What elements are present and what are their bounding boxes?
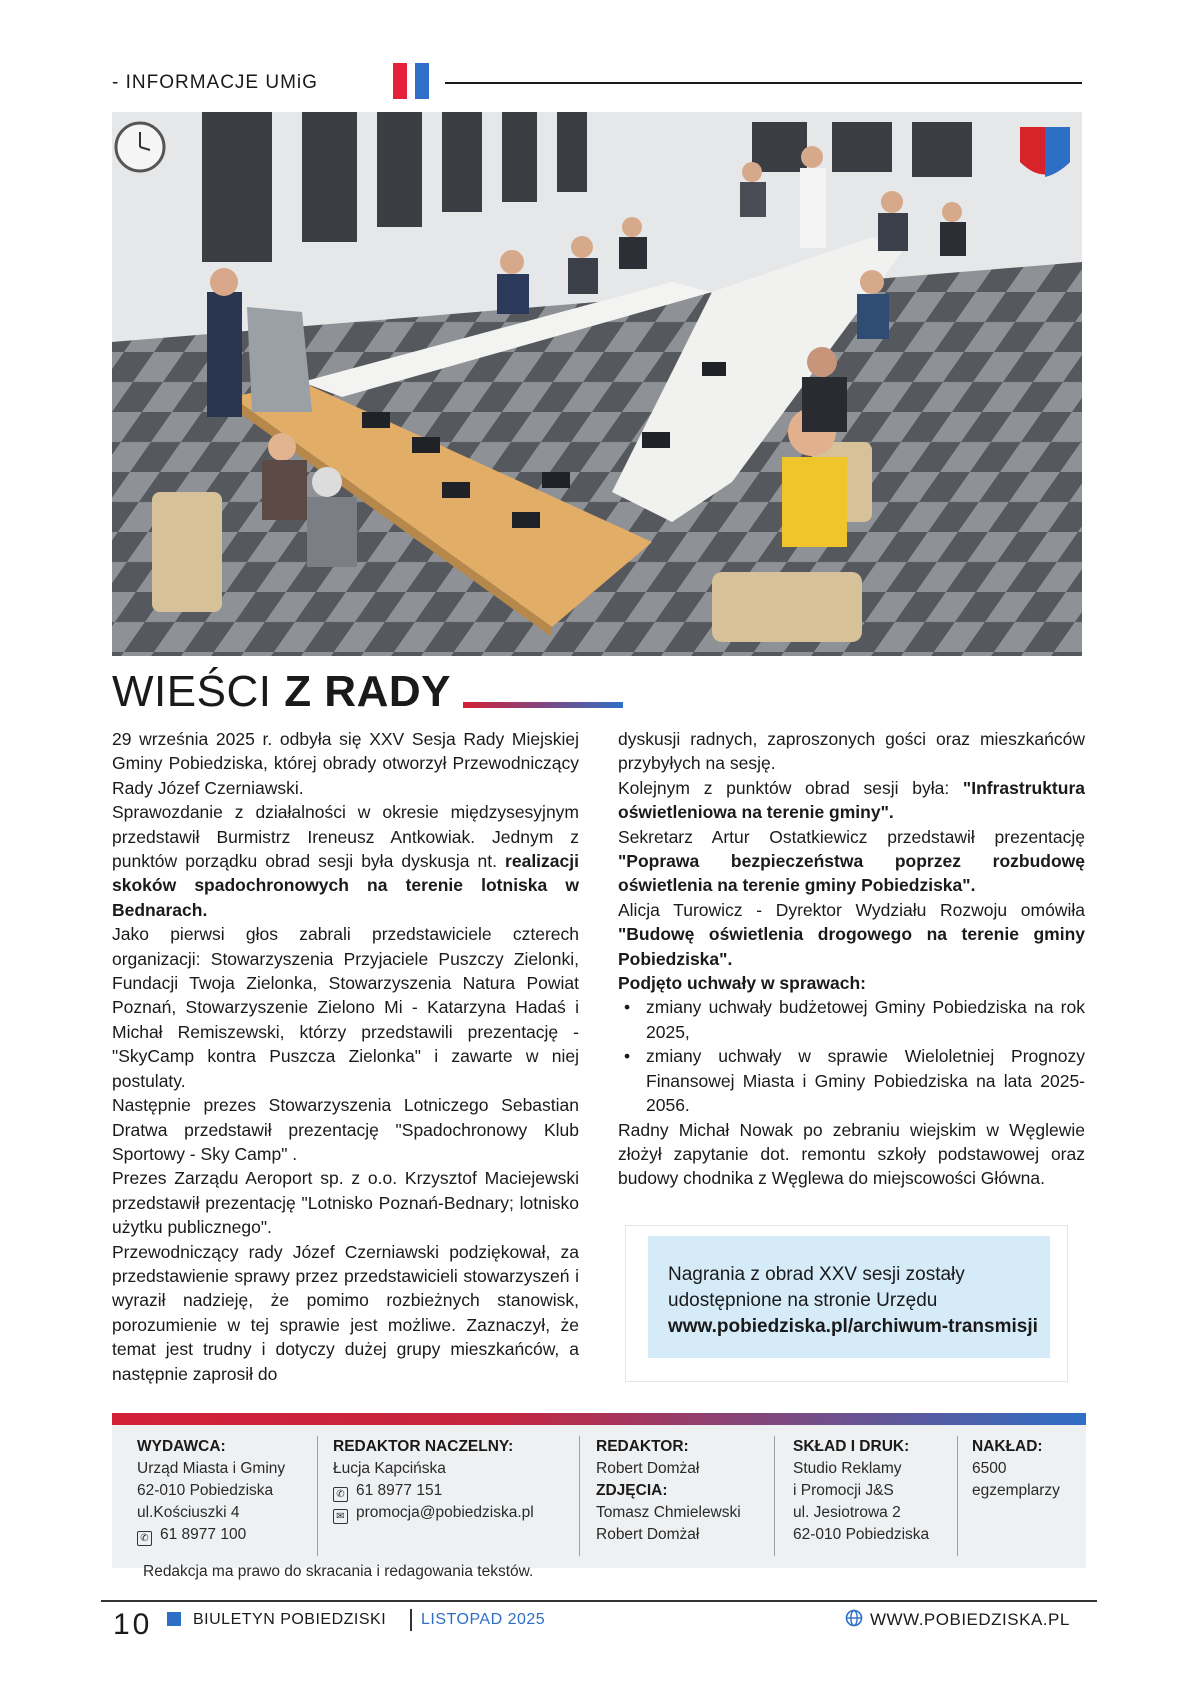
credit-publisher: WYDAWCA: Urząd Miasta i Gminy 62-010 Pobiedziska ul.Kościuszki 4 ✆ 61 8977 100	[137, 1438, 286, 1544]
article-column-2	[618, 727, 1085, 1191]
email-icon: ✉	[333, 1509, 348, 1524]
credit-print: SKŁAD I DRUK: Studio Reklamy i Promocji J&S ul. Jesiotrowa 2 62-010 Pobiedziska	[793, 1438, 930, 1543]
paragraph: Sekretarz Artur Ostatkiewicz przedstawił prezentację "Poprawa bezpieczeństwa poprzez rozbudowę oświetlenia na terenie gminy Pobiedziska".	[618, 826, 1085, 896]
phone-icon: ✆	[137, 1531, 152, 1546]
paragraph: Alicja Turowicz - Dyrektor Wydziału Rozwoju omówiła "Budowę oświetlenia drogowego na terenie gminy Pobiedziska".	[618, 899, 1085, 969]
resolutions-list	[618, 995, 1085, 1117]
email-link[interactable]: promocja@pobiedziska.pl	[356, 1504, 534, 1521]
editorial-note: Redakcja ma prawo do skracania i redagowania tekstów.	[143, 1563, 534, 1580]
archive-link[interactable]: www.pobiedziska.pl/archiwum-transmisji	[668, 1316, 1038, 1337]
footer-square-icon	[167, 1612, 181, 1626]
paragraph: Sprawozdanie z działalności w okresie międzysesyjnym przedstawił Burmistrz Ireneusz Antkowiak. Jednym z punktów porządku obrad sesji była dyskusja nt. realizacji skoków spadochronowych na terenie lotniska w Bednarach.	[112, 802, 579, 920]
page-number: 10	[113, 1608, 153, 1641]
website-link[interactable]: WWW.POBIEDZISKA.PL	[870, 1610, 1070, 1629]
credits-divider	[774, 1436, 775, 1556]
globe-icon	[845, 1609, 863, 1627]
paragraph: Radny Michał Nowak po zebraniu wiejskim w Węglewie złożył zapytanie dot. remontu szkoły podstawowej oraz budowy chodnika z Węglewa do miejscowości Główna.	[618, 1119, 1085, 1189]
article-title: WIEŚCI Z RADY	[112, 667, 451, 716]
paragraph: Podjęto uchwały w sprawach:	[618, 973, 866, 994]
flag-icon	[393, 63, 431, 99]
paragraph: Prezes Zarządu Aeroport sp. z o.o. Krzysztof Maciejewski przedstawił prezentację "Lotnisko Poznań-Bednary; lotnisko użytku publicznego".	[112, 1168, 579, 1238]
credit-circulation: NAKŁAD: 6500 egzemplarzy	[972, 1438, 1060, 1499]
footer-divider	[101, 1600, 1097, 1602]
credits-divider	[317, 1436, 318, 1556]
credits-gradient-bar	[112, 1413, 1086, 1425]
paragraph: 29 września 2025 r. odbyła się XXV Sesja Rady Miejskiej Gminy Pobiedziska, której obrady otworzył Przewodniczący Rady Józef Czerniawski.	[112, 729, 579, 798]
credit-editor-in-chief: REDAKTOR NACZELNY: Łucja Kapcińska ✆ 61 8977 151 ✉ promocja@pobiedziska.pl	[333, 1438, 534, 1522]
issue-date: LISTOPAD 2025	[421, 1611, 546, 1628]
article-column-1	[112, 727, 579, 1386]
credit-editor: REDAKTOR: Robert Domżał ZDJĘCIA: Tomasz Chmielewski Robert Domżał	[596, 1438, 741, 1543]
paragraph: Jako pierwsi głos zabrali przedstawiciele czterech organizacji: Stowarzyszenia Przyjaciele Puszczy Zielonki, Fundacji Twoja Zielonka, Stowarzyszenia Natura Powiat Poznań, Stowarzyszenie Zielono Mi - Katarzyna Hadaś i Michał Remiszewski, którzy przedstawili prezentację - "SkyCamp kontra Puszcza Zielonka" i zawarte w niej postulaty.	[112, 924, 579, 1091]
paragraph: Następnie prezes Stowarzyszenia Lotniczego Sebastian Dratwa przedstawił prezentację "Spadochronowy Klub Sportowy - Sky Camp" .	[112, 1095, 579, 1164]
list-item: • zmiany uchwały w sprawie Wieloletniej Prognozy Finansowej Miasta i Gminy Pobiedziska na lata 2025-2056.	[618, 1044, 1085, 1117]
section-label: - INFORMACJE UMiG	[112, 72, 318, 93]
publication-name: BIULETYN POBIEDZISKI	[193, 1611, 387, 1628]
title-underline	[463, 702, 623, 708]
footer-separator	[410, 1609, 412, 1631]
phone-icon: ✆	[333, 1487, 348, 1502]
paragraph: Kolejnym z punktów obrad sesji była: "Infrastruktura oświetleniowa na terenie gminy".	[618, 777, 1085, 823]
credits-divider	[579, 1436, 580, 1556]
council-session-photo	[112, 112, 1082, 656]
infobox-text: Nagrania z obrad XXV sesji zostały udostępnione na stronie Urzędu www.pobiedziska.pl/archiwum-transmisji	[668, 1264, 1038, 1337]
credits-divider	[957, 1436, 958, 1556]
list-item: • zmiany uchwały budżetowej Gminy Pobiedziska na rok 2025,	[618, 995, 1085, 1044]
header-divider	[445, 82, 1082, 84]
paragraph: dyskusji radnych, zaproszonych gości oraz mieszkańców przybyłych na sesję.	[618, 729, 1085, 774]
paragraph: Przewodniczący rady Józef Czerniawski podziękował, za przedstawienie sprawy przez przedstawicieli stowarzyszeń i wyraził nadzieję, że pomimo rozbieżnych stanowisk, porozumienie w tej sprawie jest możliwe. Zaznaczył, że temat jest trudny i dotyczy dużej grupy mieszkańców, a następnie zaprosił do	[112, 1241, 579, 1384]
